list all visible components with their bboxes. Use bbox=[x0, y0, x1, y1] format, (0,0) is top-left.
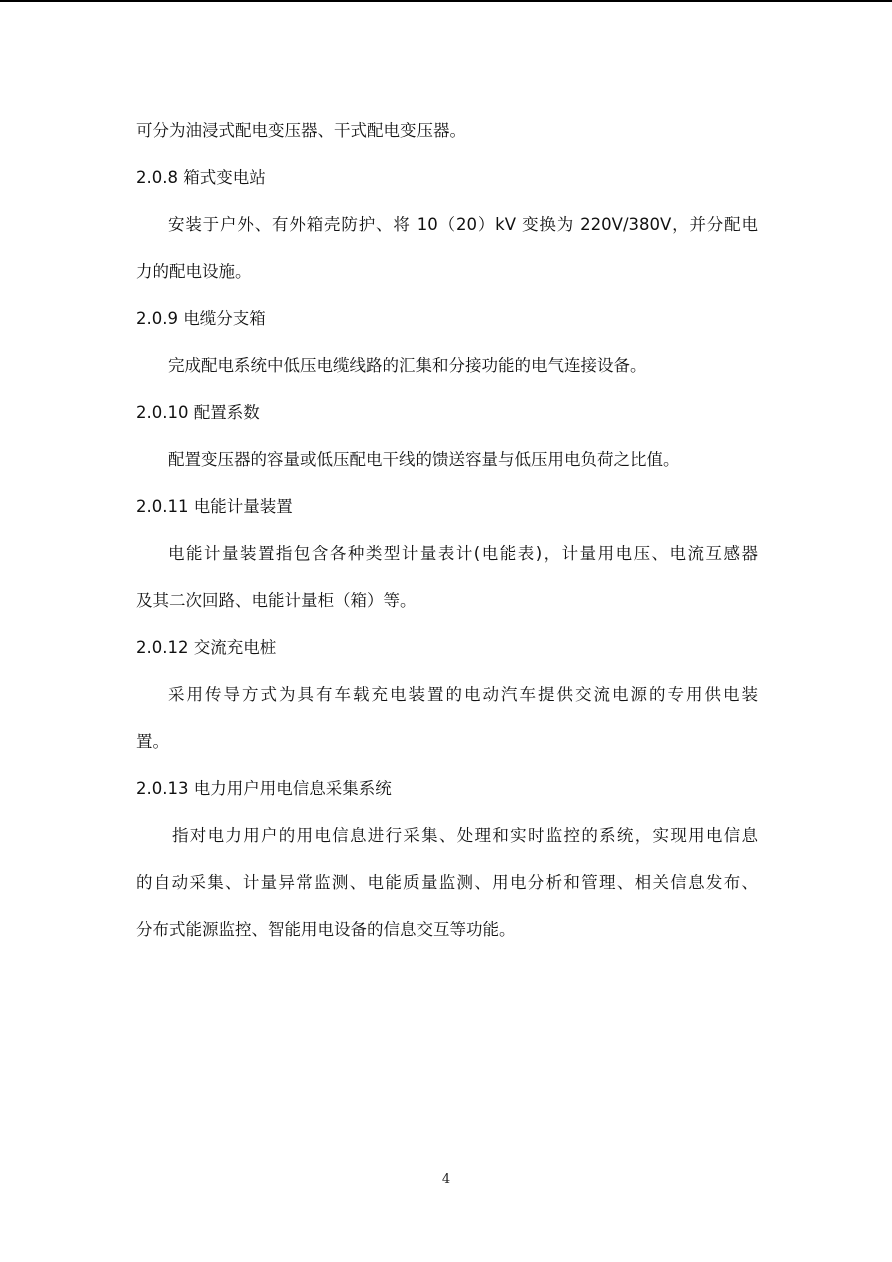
section-heading-2-0-13: 2.0.13 电力用户用电信息采集系统 bbox=[136, 779, 392, 798]
paragraph-line: 及其二次回路、电能计量柜（箱）等。 bbox=[136, 591, 417, 610]
section-heading-2-0-10: 2.0.10 配置系数 bbox=[136, 403, 260, 422]
paragraph-line: 可分为油浸式配电变压器、干式配电变压器。 bbox=[136, 121, 466, 140]
top-border-rule bbox=[0, 0, 892, 2]
section-heading-2-0-9: 2.0.9 电缆分支箱 bbox=[136, 309, 266, 328]
paragraph-line: 电能计量装置指包含各种类型计量表计(电能表)，计量用电压、电流互感器 bbox=[168, 544, 758, 563]
paragraph-line: 安装于户外、有外箱壳防护、将 10（20）kV 变换为 220V/380V，并分配电 bbox=[168, 215, 758, 234]
paragraph-line: 力的配电设施。 bbox=[136, 262, 252, 281]
paragraph-line: 采用传导方式为具有车载充电装置的电动汽车提供交流电源的专用供电装 bbox=[168, 685, 758, 704]
paragraph-line: 完成配电系统中低压电缆线路的汇集和分接功能的电气连接设备。 bbox=[168, 356, 647, 375]
section-heading-2-0-8: 2.0.8 箱式变电站 bbox=[136, 168, 266, 187]
paragraph-line: 指对电力用户的用电信息进行采集、处理和实时监控的系统，实现用电信息 bbox=[172, 826, 758, 845]
page-number: 4 bbox=[441, 1172, 451, 1187]
paragraph-line: 分布式能源监控、智能用电设备的信息交互等功能。 bbox=[136, 920, 516, 939]
paragraph-line: 置。 bbox=[136, 732, 169, 751]
paragraph-line: 配置变压器的容量或低压配电干线的馈送容量与低压用电负荷之比值。 bbox=[168, 450, 680, 469]
section-heading-2-0-12: 2.0.12 交流充电桩 bbox=[136, 638, 277, 657]
section-heading-2-0-11: 2.0.11 电能计量装置 bbox=[136, 497, 293, 516]
paragraph-line: 的自动采集、计量异常监测、电能质量监测、用电分析和管理、相关信息发布、 bbox=[136, 873, 758, 892]
document-body bbox=[136, 116, 758, 962]
